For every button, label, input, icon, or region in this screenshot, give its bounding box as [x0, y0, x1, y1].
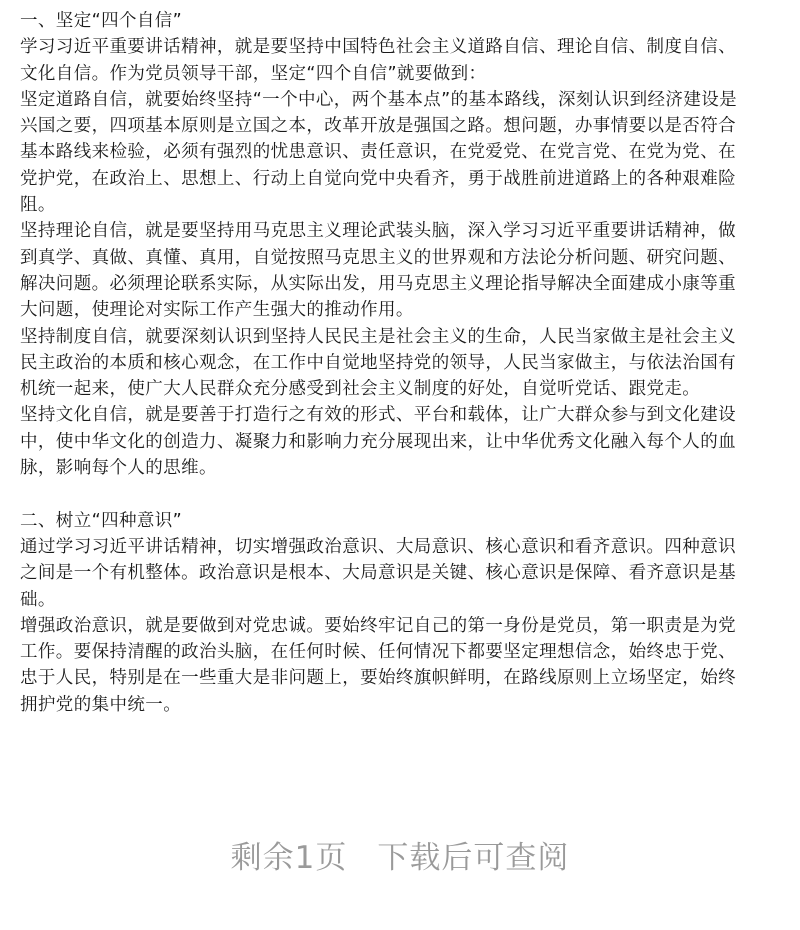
paragraph-line: 坚持文化自信，就是要善于打造行之有效的形式、平台和载体，让广大群众参与到文化建设: [20, 405, 736, 426]
paragraph-line: 中，使中华文化的创造力、凝聚力和影响力充分展现出来，让中华优秀文化融入每个人的血: [20, 431, 736, 452]
paragraph-line: 学习习近平重要讲话精神，就是要坚持中国特色社会主义道路自信、理论自信、制度自信、: [20, 37, 736, 58]
paragraph-line: 基本路线来检验，必须有强烈的忧患意识、责任意识，在党爱党、在党言党、在党为党、在: [20, 142, 736, 163]
paragraph-line: 础。: [20, 589, 56, 610]
paragraph-line: 文化自信。作为党员领导干部，坚定“四个自信”就要做到：: [20, 63, 487, 84]
paragraph-line: 民主政治的本质和核心观念，在工作中自觉地坚持党的领导，人民当家做主，与依法治国有: [20, 352, 736, 373]
paragraph-line: 机统一起来，使广大人民群众充分感受到社会主义制度的好处，自觉听党话、跟党走。: [20, 379, 701, 400]
remaining-pages-label: 剩余1页: [230, 840, 348, 876]
paragraph-line: 解决问题。必须理论联系实际，从实际出发，用马克思主义理论指导解决全面建成小康等重: [20, 273, 736, 294]
paragraph-line: 大问题，使理论对实际工作产生强大的推动作用。: [20, 300, 414, 321]
document-body: [20, 8, 790, 718]
paragraph-line: 兴国之要，四项基本原则是立国之本，改革开放是强国之路。想问题，办事情要以是否符合: [20, 116, 736, 137]
paragraph-line: 忠于人民，特别是在一些重大是非问题上，要始终旗帜鲜明，在路线原则上立场坚定，始终: [20, 668, 736, 689]
section-heading: 一、坚定“四个自信”: [20, 11, 183, 31]
paragraph-line: 坚定道路自信，就要始终坚持“一个中心，两个基本点”的基本路线，深刻认识到经济建设是: [20, 89, 738, 110]
paragraph-line: 工作。要保持清醒的政治头脑，在任何时候、任何情况下都要坚定理想信念，始终忠于党、: [20, 642, 736, 663]
paragraph-line: 拥护党的集中统一。: [20, 694, 182, 715]
paragraph-line: 通过学习习近平讲话精神，切实增强政治意识、大局意识、核心意识和看齐意识。四种意识: [20, 536, 736, 557]
paragraph-line: 增强政治意识，就是要做到对党忠诚。要始终牢记自己的第一身份是党员，第一职责是为党: [20, 615, 736, 636]
section-heading: 二、树立“四种意识”: [20, 510, 183, 531]
paragraph-line: 坚持理论自信，就是要坚持用马克思主义理论武装头脑，深入学习习近平重要讲话精神，做: [20, 221, 736, 242]
download-to-view-label: 下载后可查阅: [377, 840, 570, 876]
paragraph-line: 到真学、真做、真懂、真用，自觉按照马克思主义的世界观和方法论分析问题、研究问题、: [20, 247, 736, 268]
paragraph-line: 坚持制度自信，就要深刻认识到坚持人民民主是社会主义的生命，人民当家做主是社会主义: [20, 326, 736, 347]
download-prompt[interactable]: [0, 832, 800, 877]
section-spacer: [20, 481, 790, 507]
paragraph-line: 脉，影响每个人的思维。: [20, 458, 217, 479]
paragraph-line: 阻。: [20, 195, 56, 216]
paragraph-line: 党护党，在政治上、思想上、行动上自觉向党中央看齐，勇于战胜前进道路上的各种艰难险: [20, 168, 736, 189]
paragraph-line: 之间是一个有机整体。政治意识是根本、大局意识是关键、核心意识是保障、看齐意识是基: [20, 563, 736, 584]
